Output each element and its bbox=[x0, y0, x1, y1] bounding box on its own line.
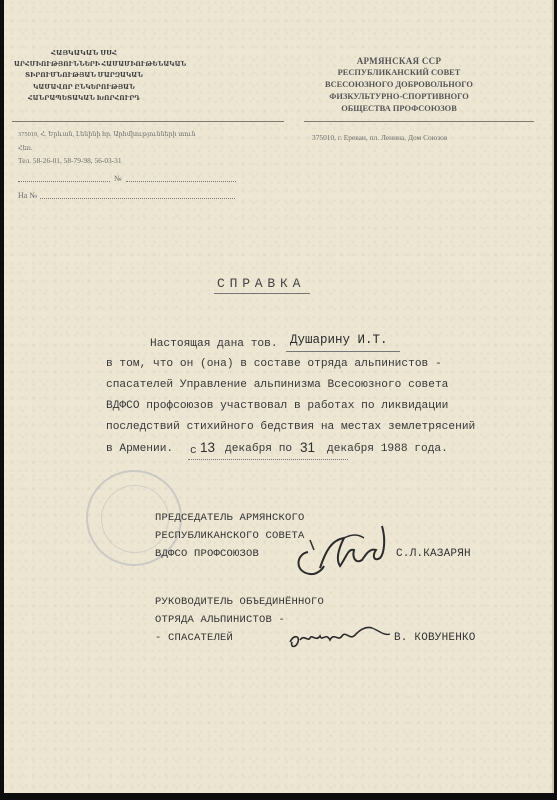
date-from-day: 13 bbox=[200, 440, 216, 455]
letterhead-armenian bbox=[14, 48, 187, 104]
date-to-day: 31 bbox=[300, 440, 316, 455]
head-signature bbox=[286, 612, 398, 658]
date-mid: декабря по bbox=[225, 443, 293, 455]
body-line-1 bbox=[150, 338, 278, 350]
head-title-line-3: - СПАСАТЕЛЕЙ bbox=[155, 632, 234, 644]
recipient-name: Душарину И.Т. bbox=[290, 333, 388, 347]
head-title-line-1: РУКОВОДИТЕЛЬ ОБЪЕДИНЁННОГО bbox=[155, 596, 325, 608]
number-sign: № bbox=[114, 174, 122, 183]
letterhead-russian-line: РЕСПУБЛИКАНСКИЙ СОВЕТ bbox=[337, 68, 461, 77]
chair-title-line-3: ВДФСО ПРОФСОЮЗОВ bbox=[155, 548, 260, 560]
body-prefix: Настоящая дана тов. bbox=[150, 338, 278, 350]
phone-numbers: Тел. 58-26-01, 58-79-98, 56-03-31 bbox=[18, 156, 122, 165]
letterhead-russian-line: АРМЯНСКАЯ ССР bbox=[356, 56, 442, 66]
title-underline bbox=[214, 293, 310, 294]
chair-title-line-2: РЕСПУБЛИКАНСКОГО СОВЕТА bbox=[155, 530, 305, 542]
chair-title-line-1: ПРЕДСЕДАТЕЛЬ АРМЯНСКОГО bbox=[155, 512, 305, 524]
reply-to-label: На № bbox=[18, 191, 37, 200]
body-line-4: ВДФСО профсоюзов участвовал в работах по ликвидации bbox=[106, 400, 449, 412]
chair-name: С.Л.КАЗАРЯН bbox=[396, 548, 471, 560]
document-page bbox=[4, 0, 554, 793]
body-line-5: последствий стихийного бедствия на местах землетрясений bbox=[106, 421, 476, 433]
address-armenian-phone-label: Հեռ. bbox=[18, 145, 33, 152]
date-line bbox=[188, 459, 348, 460]
letterhead-armenian-line: ԿԱՄԱՎՈՐ ԸՆԿԵՐՈՒԹՅԱՆ bbox=[33, 83, 135, 91]
address-armenian: 375010, Հ. Երևան, Լենինի հր. Արհմիությունների տուն bbox=[18, 131, 196, 138]
outgoing-number-field-2 bbox=[126, 181, 236, 182]
letterhead-armenian-line: ՀԱՅԿԱԿԱՆ ՍՍՀ bbox=[50, 50, 118, 57]
address-russian: 375010, г. Ереван, пл. Ленина, Дом Союзов bbox=[312, 133, 448, 142]
letterhead-russian-line: ВСЕСОЮЗНОГО ДОБРОВОЛЬНОГО bbox=[325, 80, 473, 89]
letterhead-armenian-line: ՀԱՆՐԱՊԵՏԱԿԱՆ ԽՈՐՀՈՒՐԴ bbox=[27, 94, 141, 102]
document-title: СПРАВКА bbox=[217, 276, 306, 291]
chair-signature bbox=[286, 510, 396, 582]
letterhead-armenian-line: ՏԻՐՈՒՄՆՈՒԹՅԱՆ ՄԱՐԶԱԿԱՆ bbox=[25, 72, 143, 80]
outgoing-number-field bbox=[18, 181, 110, 182]
letterhead-russian bbox=[314, 55, 484, 115]
letterhead-rule-left bbox=[12, 121, 284, 122]
date-suffix: декабря 1988 года. bbox=[327, 443, 448, 455]
body-line-2: в том, что он (она) в составе отряда альпинистов - bbox=[106, 358, 442, 370]
letterhead-russian-line: ОБЩЕСТВА ПРОФСОЮЗОВ bbox=[341, 104, 457, 113]
head-name: В. КОВУНЕНКО bbox=[394, 632, 476, 644]
body-line-6-prefix: в Армении. bbox=[106, 443, 174, 455]
reply-to-field bbox=[40, 198, 235, 199]
letterhead-rule-right bbox=[304, 121, 534, 122]
head-title-line-2: ОТРЯДА АЛЬПИНИСТОВ - bbox=[155, 614, 286, 626]
recipient-underline bbox=[286, 351, 400, 352]
date-from-prefix: с bbox=[190, 445, 197, 457]
body-line-6 bbox=[106, 443, 173, 455]
body-line-3: спасателей Управление альпинизма Всесоюзного совета bbox=[106, 379, 449, 391]
letterhead-armenian-line: ԱՐՀՄԻՈՒԹՅՈՒՆՆԵՐԻ ՀԱՄԱՄԻՈՒԹԵՆԱԿԱՆ bbox=[14, 61, 187, 69]
letterhead-russian-line: ФИЗКУЛЬТУРНО-СПОРТИВНОГО bbox=[329, 92, 469, 101]
